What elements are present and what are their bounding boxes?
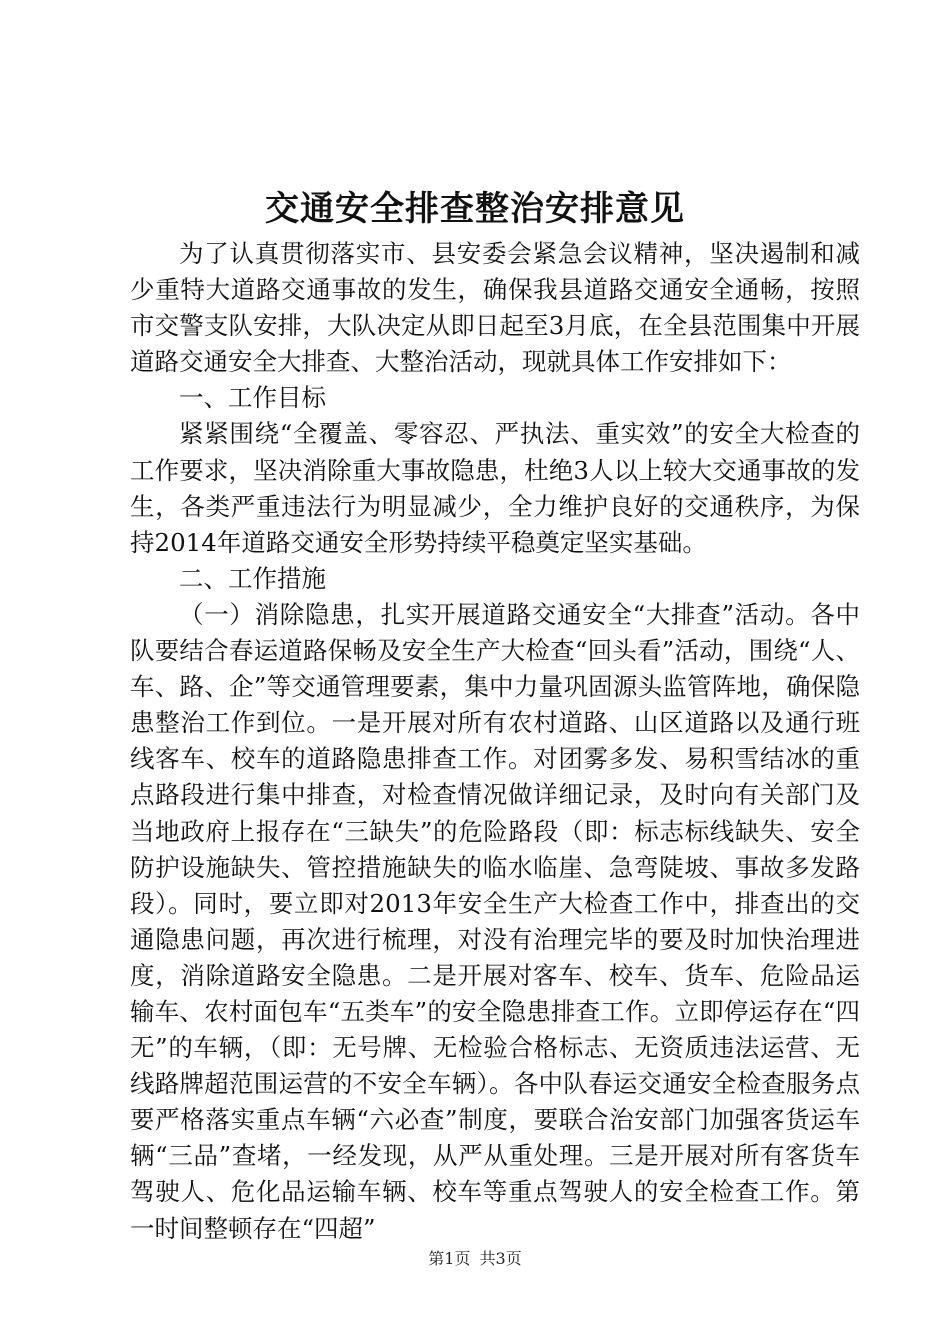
document-body (130, 236, 860, 1247)
page-total: 共3页 (479, 1249, 522, 1268)
paragraph-measures-1: （一）消除隐患，扎实开展道路交通安全“大排查”活动。各中队要结合春运道路保畅及安全生产大检查“回头看”活动，围绕“人、车、路、企”等交通管理要素，集中力量巩固源头监管阵地，确保隐患整治工作到位。一是开展对所有农村道路、山区道路以及通行班线客车、校车的道路隐患排查工作。对团雾多发、易积雪结冰的重点路段进行集中排查，对检查情况做详细记录，及时向有关部门及当地政府上报存在“三缺失”的危险路段（即：标志标线缺失、安全防护设施缺失、管控措施缺失的临水临崖、急弯陡坡、事故多发路段）。同时，要立即对2013年安全生产大检查工作中，排查出的交通隐患问题，再次进行梳理，对没有治理完毕的要及时加快治理进度，消除道路安全隐患。二是开展对客车、校车、货车、危险品运输车、农村面包车“五类车”的安全隐患排查工作。立即停运存在“四无”的车辆，（即：无号牌、无检验合格标志、无资质违法运营、无线路牌超范围运营的不安全车辆）。各中队春运交通安全检查服务点要严格落实重点车辆“六必查”制度，要联合治安部门加强客货运车辆“三品”查堵，一经发现，从严从重处理。三是开展对所有客货车驾驶人、危化品运输车辆、校车等重点驾驶人的安全检查工作。第一时间整顿存在“四超” (130, 599, 860, 1243)
section-heading-measures: 二、工作措施 (179, 563, 326, 593)
document-title: 交通安全排查整治安排意见 (265, 189, 685, 229)
page-number: 第1页 (428, 1249, 471, 1268)
paragraph-intro: 为了认真贯彻落实市、县安委会紧急会议精神，坚决遏制和减少重特大道路交通事故的发生，确保我县道路交通安全通畅，按照市交警支队安排，大队决定从即日起至3月底，在全县范围集中开展道路交通安全大排查、大整治活动，现就具体工作安排如下： (130, 239, 860, 377)
section-heading-goals: 一、工作目标 (179, 383, 326, 413)
paragraph-goals: 紧紧围绕“全覆盖、零容忍、严执法、重实效”的安全大检查的工作要求，坚决消除重大事故隐患，杜绝3人以上较大交通事故的发生，各类严重违法行为明显减少，全力维护良好的交通秩序，为保持2014年道路交通安全形势持续平稳奠定坚实基础。 (130, 419, 860, 557)
page-footer (0, 1248, 950, 1270)
